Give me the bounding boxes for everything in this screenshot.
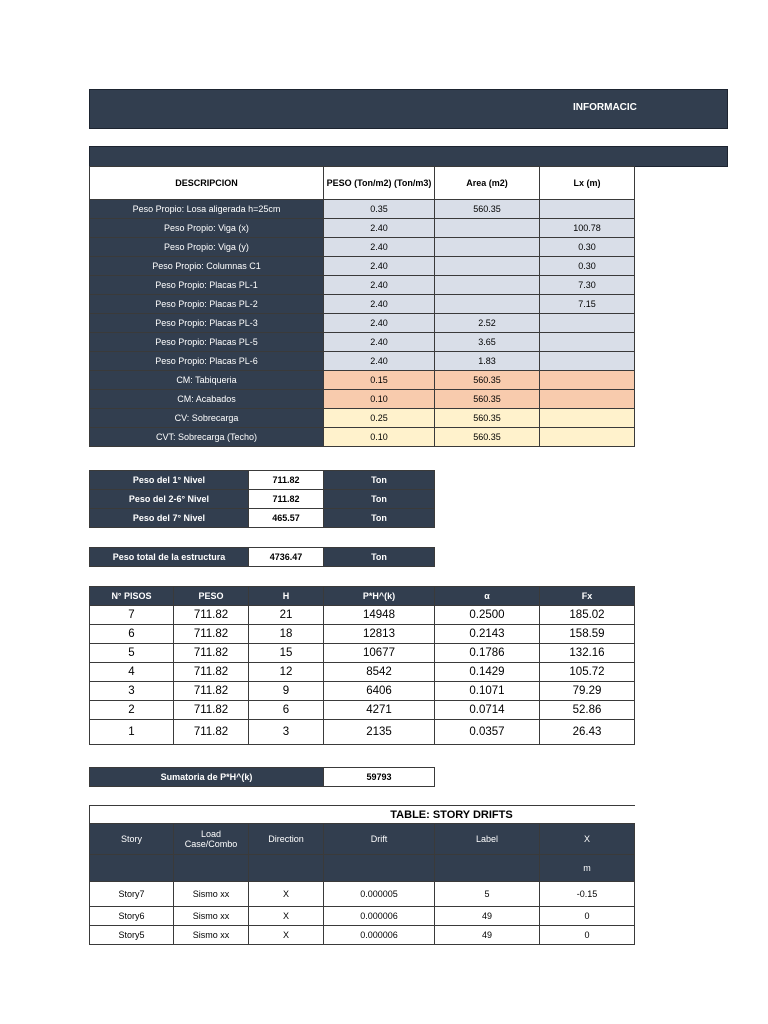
force-table <box>89 586 635 745</box>
row-area <box>435 238 540 257</box>
level-unit: Ton <box>324 471 435 490</box>
table-row <box>90 390 635 409</box>
sum-value: 59793 <box>324 768 435 787</box>
col-header-fx: Fx <box>540 587 635 606</box>
row-story: Story7 <box>90 882 174 907</box>
row-area: 560.35 <box>435 390 540 409</box>
row-area: 560.35 <box>435 371 540 390</box>
table-row <box>90 701 635 720</box>
row-lx <box>540 333 635 352</box>
row-h: 15 <box>249 644 324 663</box>
row-direction: X <box>249 907 324 926</box>
row-fx: 79.29 <box>540 682 635 701</box>
row-story: Story5 <box>90 926 174 945</box>
col-header-pisos: N° PISOS <box>90 587 174 606</box>
col-header-direction: Direction <box>249 824 324 855</box>
unit-drift <box>324 855 435 882</box>
row-phk: 2135 <box>324 720 435 745</box>
row-alpha: 0.1786 <box>435 644 540 663</box>
row-direction: X <box>249 882 324 907</box>
row-x: 0 <box>540 926 635 945</box>
row-fx: 132.16 <box>540 644 635 663</box>
row-lx <box>540 314 635 333</box>
row-fx: 105.72 <box>540 663 635 682</box>
table-row <box>90 238 635 257</box>
unit-x: m <box>540 855 635 882</box>
row-fx: 52.86 <box>540 701 635 720</box>
col-header-h: H <box>249 587 324 606</box>
row-fx: 158.59 <box>540 625 635 644</box>
row-lx <box>540 200 635 219</box>
row-label: 49 <box>435 926 540 945</box>
unit-load-case <box>174 855 249 882</box>
row-lx: 7.30 <box>540 276 635 295</box>
row-peso: 711.82 <box>174 644 249 663</box>
row-description: CM: Tabiqueria <box>90 371 324 390</box>
row-peso: 0.15 <box>324 371 435 390</box>
col-header-drift: Drift <box>324 824 435 855</box>
level-value: 711.82 <box>249 471 324 490</box>
row-peso: 711.82 <box>174 682 249 701</box>
row-direction: X <box>249 926 324 945</box>
row-load-case: Sismo xx <box>174 907 249 926</box>
row-area: 1.83 <box>435 352 540 371</box>
row-phk: 10677 <box>324 644 435 663</box>
row-description: Peso Propio: Placas PL-1 <box>90 276 324 295</box>
row-peso: 2.40 <box>324 257 435 276</box>
table-row <box>90 644 635 663</box>
row-peso: 711.82 <box>174 663 249 682</box>
table-row <box>90 409 635 428</box>
row-piso: 2 <box>90 701 174 720</box>
level-value: 711.82 <box>249 490 324 509</box>
total-weight-unit: Ton <box>324 548 435 567</box>
row-drift: 0.000006 <box>324 926 435 945</box>
row-x: 0 <box>540 907 635 926</box>
row-piso: 1 <box>90 720 174 745</box>
level-unit: Ton <box>324 509 435 528</box>
row-phk: 8542 <box>324 663 435 682</box>
row-area <box>435 295 540 314</box>
row-description: Peso Propio: Placas PL-5 <box>90 333 324 352</box>
col-header-area: Area (m2) <box>435 167 540 200</box>
row-description: CM: Acabados <box>90 390 324 409</box>
table-row <box>90 276 635 295</box>
row-lx: 0.30 <box>540 257 635 276</box>
row-label: 49 <box>435 907 540 926</box>
table-row <box>90 333 635 352</box>
row-h: 18 <box>249 625 324 644</box>
header-banner <box>89 89 728 129</box>
row-alpha: 0.0357 <box>435 720 540 745</box>
col-header-peso-f: PESO <box>174 587 249 606</box>
col-header-peso: PESO (Ton/m2) (Ton/m3) <box>324 167 435 200</box>
row-h: 9 <box>249 682 324 701</box>
row-h: 6 <box>249 701 324 720</box>
row-x: -0.15 <box>540 882 635 907</box>
col-header-alpha: α <box>435 587 540 606</box>
table-row <box>90 509 435 528</box>
row-peso: 2.40 <box>324 276 435 295</box>
table-row <box>90 428 635 447</box>
row-load-case: Sismo xx <box>174 926 249 945</box>
table-row <box>90 200 635 219</box>
row-peso: 0.10 <box>324 428 435 447</box>
row-peso: 2.40 <box>324 333 435 352</box>
row-piso: 4 <box>90 663 174 682</box>
row-peso: 2.40 <box>324 314 435 333</box>
row-lx <box>540 409 635 428</box>
row-phk: 14948 <box>324 606 435 625</box>
col-header-label: Label <box>435 824 540 855</box>
table-row <box>90 926 635 945</box>
row-piso: 6 <box>90 625 174 644</box>
row-area: 560.35 <box>435 428 540 447</box>
row-description: Peso Propio: Viga (y) <box>90 238 324 257</box>
row-peso: 0.35 <box>324 200 435 219</box>
table-row <box>90 606 635 625</box>
total-weight-table <box>89 547 435 567</box>
row-phk: 6406 <box>324 682 435 701</box>
row-description: Peso Propio: Placas PL-6 <box>90 352 324 371</box>
row-drift: 0.000005 <box>324 882 435 907</box>
row-alpha: 0.2143 <box>435 625 540 644</box>
table-row <box>90 371 635 390</box>
row-area <box>435 276 540 295</box>
table-row <box>90 295 635 314</box>
table-row <box>90 907 635 926</box>
sum-table <box>89 767 435 787</box>
drift-table <box>89 805 635 945</box>
row-area: 3.65 <box>435 333 540 352</box>
row-peso: 2.40 <box>324 295 435 314</box>
row-description: Peso Propio: Viga (x) <box>90 219 324 238</box>
row-lx: 0.30 <box>540 238 635 257</box>
col-header-descripcion: DESCRIPCION <box>90 167 324 200</box>
row-lx: 100.78 <box>540 219 635 238</box>
row-lx <box>540 352 635 371</box>
row-alpha: 0.2500 <box>435 606 540 625</box>
row-description: Peso Propio: Losa aligerada h=25cm <box>90 200 324 219</box>
row-alpha: 0.0714 <box>435 701 540 720</box>
table-row <box>90 720 635 745</box>
row-lx: 7.15 <box>540 295 635 314</box>
load-table <box>89 166 635 447</box>
level-label: Peso del 7° Nivel <box>90 509 249 528</box>
unit-direction <box>249 855 324 882</box>
table-row <box>90 471 435 490</box>
row-load-case: Sismo xx <box>174 882 249 907</box>
row-peso: 0.25 <box>324 409 435 428</box>
row-fx: 26.43 <box>540 720 635 745</box>
row-area: 560.35 <box>435 409 540 428</box>
row-description: CV: Sobrecarga <box>90 409 324 428</box>
row-piso: 7 <box>90 606 174 625</box>
row-peso: 0.10 <box>324 390 435 409</box>
table-row <box>90 625 635 644</box>
row-story: Story6 <box>90 907 174 926</box>
level-label: Peso del 2-6° Nivel <box>90 490 249 509</box>
table-row <box>90 219 635 238</box>
level-label: Peso del 1° Nivel <box>90 471 249 490</box>
unit-story <box>90 855 174 882</box>
table-row <box>90 882 635 907</box>
total-weight-value: 4736.47 <box>249 548 324 567</box>
table-row <box>90 257 635 276</box>
row-peso: 711.82 <box>174 701 249 720</box>
section-strip <box>89 146 728 167</box>
row-piso: 5 <box>90 644 174 663</box>
row-peso: 711.82 <box>174 606 249 625</box>
row-peso: 2.40 <box>324 219 435 238</box>
table-row <box>90 490 435 509</box>
drift-table-title: TABLE: STORY DRIFTS <box>324 806 540 824</box>
row-lx <box>540 371 635 390</box>
table-row <box>90 663 635 682</box>
row-lx <box>540 428 635 447</box>
col-header-load-case: Load Case/Combo <box>174 824 249 855</box>
level-unit: Ton <box>324 490 435 509</box>
row-alpha: 0.1071 <box>435 682 540 701</box>
row-peso: 711.82 <box>174 625 249 644</box>
row-area: 560.35 <box>435 200 540 219</box>
table-row <box>90 314 635 333</box>
sum-label: Sumatoria de P*H^(k) <box>90 768 324 787</box>
row-description: CVT: Sobrecarga (Techo) <box>90 428 324 447</box>
row-peso: 2.40 <box>324 238 435 257</box>
unit-label <box>435 855 540 882</box>
col-header-x: X <box>540 824 635 855</box>
row-h: 12 <box>249 663 324 682</box>
row-peso: 2.40 <box>324 352 435 371</box>
row-phk: 4271 <box>324 701 435 720</box>
row-area: 2.52 <box>435 314 540 333</box>
row-label: 5 <box>435 882 540 907</box>
row-area <box>435 257 540 276</box>
row-alpha: 0.1429 <box>435 663 540 682</box>
row-area <box>435 219 540 238</box>
row-phk: 12813 <box>324 625 435 644</box>
col-header-phk: P*H^(k) <box>324 587 435 606</box>
col-header-story: Story <box>90 824 174 855</box>
row-h: 3 <box>249 720 324 745</box>
level-weights-table <box>89 470 435 528</box>
table-row <box>90 682 635 701</box>
row-description: Peso Propio: Placas PL-2 <box>90 295 324 314</box>
row-h: 21 <box>249 606 324 625</box>
row-fx: 185.02 <box>540 606 635 625</box>
col-header-lx: Lx (m) <box>540 167 635 200</box>
row-peso: 711.82 <box>174 720 249 745</box>
level-value: 465.57 <box>249 509 324 528</box>
table-row <box>90 352 635 371</box>
row-description: Peso Propio: Placas PL-3 <box>90 314 324 333</box>
total-weight-label: Peso total de la estructura <box>90 548 249 567</box>
row-drift: 0.000006 <box>324 907 435 926</box>
row-description: Peso Propio: Columnas C1 <box>90 257 324 276</box>
row-piso: 3 <box>90 682 174 701</box>
row-lx <box>540 390 635 409</box>
header-title: INFORMACIC <box>573 102 637 113</box>
